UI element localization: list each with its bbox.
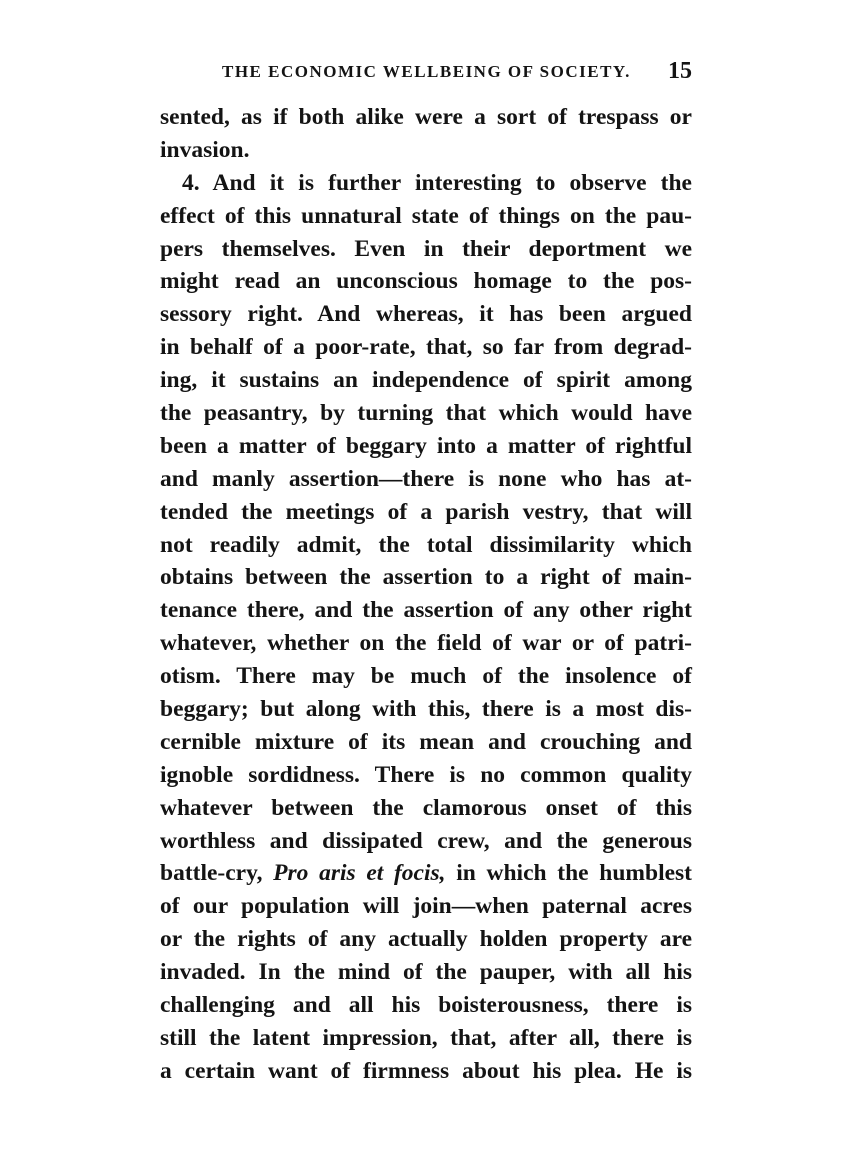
text-line-5: pers themselves. Even in their deportment we <box>160 235 692 262</box>
text-line-11: been a matter of beggary into a matter of rightful <box>160 432 692 459</box>
text-line-22: whatever between the clamorous onset of this <box>160 794 692 821</box>
text-line-6: might read an unconscious homage to the pos- <box>160 268 692 295</box>
text-line-1: sented, as if both alike were a sort of trespass or <box>160 104 692 130</box>
page-number: 15 <box>668 58 692 84</box>
text-line-24-before: battle-cry, <box>160 860 274 887</box>
text-line-23: worthless and dissipated crew, and the generous <box>160 827 692 854</box>
text-line-28: challenging and all his boisterousness, there is <box>160 992 692 1019</box>
text-line-2: invasion. <box>160 136 250 163</box>
text-line-27: invaded. In the mind of the pauper, with all his <box>160 959 692 986</box>
running-head <box>160 58 692 94</box>
text-line-9: ing, it sustains an independence of spirit among <box>160 367 692 394</box>
text-line-4: effect of this unnatural state of things on the pau- <box>160 202 692 229</box>
text-line-30: a certain want of firmness about his plea. He is <box>160 1057 692 1084</box>
text-line-18: otism. There may be much of the insolence of <box>160 663 692 690</box>
text-line-14: not readily admit, the total dissimilarity which <box>160 531 692 558</box>
text-line-8: in behalf of a poor-rate, that, so far from degrad- <box>160 334 692 361</box>
text-line-20: cernible mixture of its mean and crouching and <box>160 728 692 755</box>
text-line-7: sessory right. And whereas, it has been argued <box>160 301 692 328</box>
text-line-12: and manly assertion—there is none who has at- <box>160 465 692 492</box>
body-text <box>160 101 692 1088</box>
text-line-10: the peasantry, by turning that which would have <box>160 400 692 427</box>
text-line-17: whatever, whether on the field of war or of patri- <box>160 630 692 657</box>
text-line-21: ignoble sordidness. There is no common quality <box>160 761 692 788</box>
text-line-24 <box>160 857 692 890</box>
text-line-3: 4. And it is further interesting to observe the <box>182 169 692 196</box>
text-line-15: obtains between the assertion to a right of main- <box>160 564 692 591</box>
text-line-29: still the latent impression, that, after all, there is <box>160 1024 692 1051</box>
text-line-26: or the rights of any actually holden property are <box>160 926 692 953</box>
running-title: THE ECONOMIC WELLBEING OF SOCIETY. <box>222 62 631 81</box>
text-line-19: beggary; but along with this, there is a most dis- <box>160 696 692 723</box>
text-line-25: of our population will join—when paternal acres <box>160 893 692 920</box>
text-line-24-after: in which the humblest <box>445 860 692 887</box>
text-line-16: tenance there, and the assertion of any other right <box>160 597 692 624</box>
text-line-13: tended the meetings of a parish vestry, that will <box>160 498 692 525</box>
latin-phrase: Pro aris et focis, <box>273 860 446 887</box>
